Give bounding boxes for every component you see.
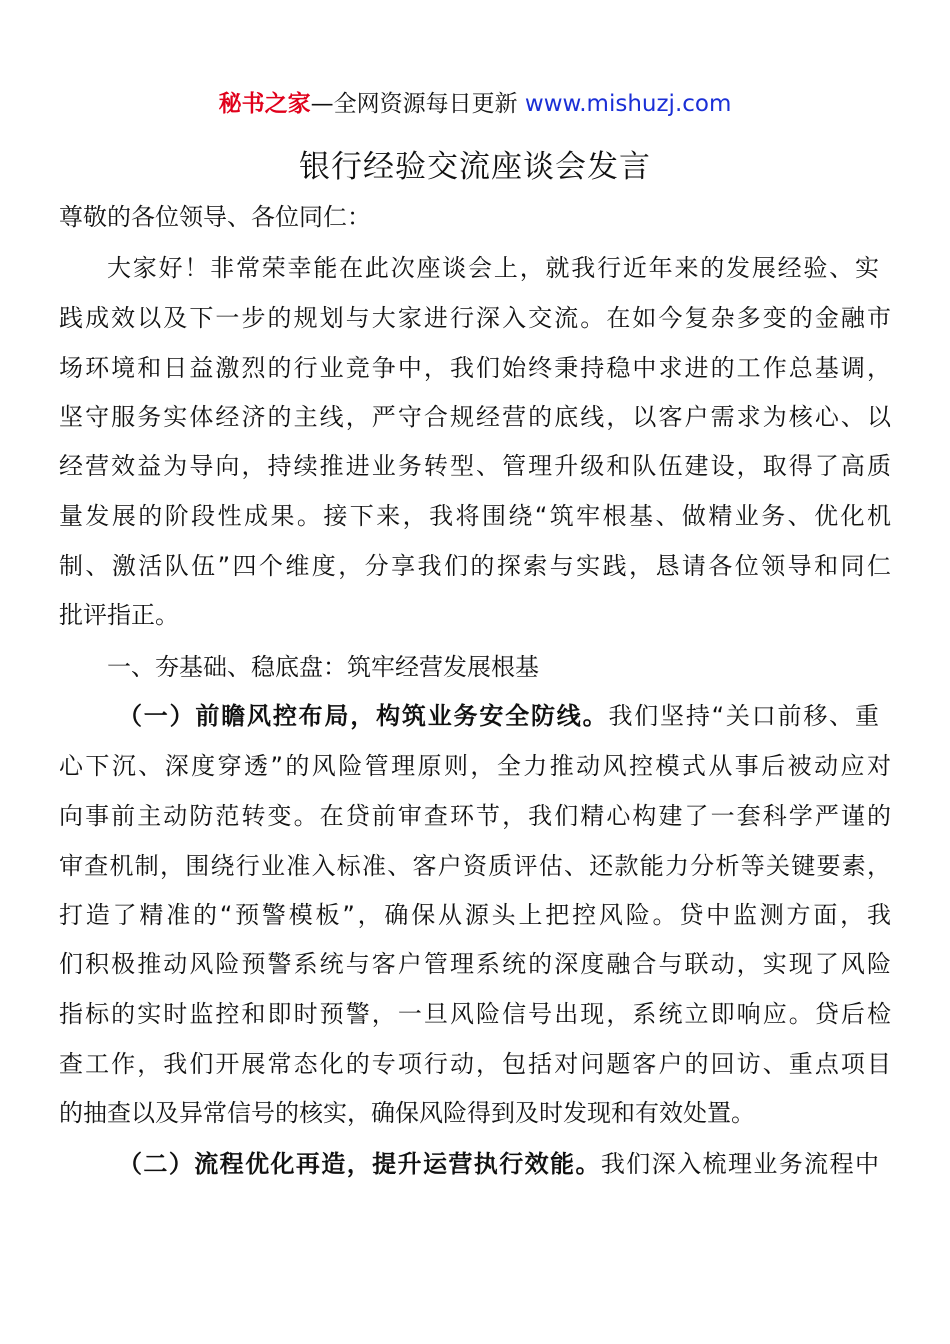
paragraph-line: 心下沉、深度穿透”的风险管理原则，全力推动风控模式从事后被动应对	[59, 752, 891, 780]
intro-line: 批评指正。	[59, 601, 179, 629]
intro-line: 制、激活队伍”四个维度，分享我们的探索与实践，恳请各位领导和同仁	[59, 552, 891, 580]
salutation: 尊敬的各位领导、各位同仁：	[59, 203, 371, 231]
section-heading: 一、夯基础、稳底盘：筑牢经营发展根基	[107, 653, 539, 681]
site-url-link[interactable]: www.mishuzj.com	[524, 91, 732, 117]
subsection-first-line	[118, 696, 879, 736]
subsection-text: 我们坚持“关口前移、重	[608, 702, 879, 730]
subsection-text: 我们深入梳理业务流程中	[600, 1150, 880, 1178]
intro-line: 坚守服务实体经济的主线，严守合规经营的底线，以客户需求为核心、以	[59, 403, 891, 431]
paragraph-line: 向事前主动防范转变。在贷前审查环节，我们精心构建了一套科学严谨的	[59, 802, 891, 830]
brand-name: 秘书之家	[218, 91, 311, 117]
paragraph-line: 审查机制，围绕行业准入标准、客户资质评估、还款能力分析等关键要素，	[59, 852, 891, 880]
subsection-title: （二）流程优化再造，提升运营执行效能。	[118, 1150, 601, 1178]
header-tagline: —全网资源每日更新	[310, 91, 518, 117]
site-header	[0, 86, 950, 122]
document-title: 银行经验交流座谈会发言	[299, 149, 651, 185]
paragraph-line: 打造了精准的“预警模板”，确保从源头上把控风险。贷中监测方面，我	[59, 901, 891, 929]
paragraph-line: 的抽查以及异常信号的核实，确保风险得到及时发现和有效处置。	[59, 1099, 755, 1127]
intro-line: 量发展的阶段性成果。接下来，我将围绕“筑牢根基、做精业务、优化机	[59, 502, 891, 530]
paragraph-line: 查工作，我们开展常态化的专项行动，包括对问题客户的回访、重点项目	[59, 1050, 891, 1078]
subsection-first-line	[118, 1144, 879, 1184]
intro-line: 践成效以及下一步的规划与大家进行深入交流。在如今复杂多变的金融市	[59, 304, 891, 332]
paragraph-line: 指标的实时监控和即时预警，一旦风险信号出现，系统立即响应。贷后检	[59, 1000, 891, 1028]
intro-line: 场环境和日益激烈的行业竞争中，我们始终秉持稳中求进的工作总基调，	[59, 354, 891, 382]
intro-line: 经营效益为导向，持续推进业务转型、管理升级和队伍建设，取得了高质	[59, 452, 891, 480]
intro-line: 大家好！非常荣幸能在此次座谈会上，就我行近年来的发展经验、实	[107, 254, 879, 282]
paragraph-line: 们积极推动风险预警系统与客户管理系统的深度融合与联动，实现了风险	[59, 950, 891, 978]
subsection-title: （一）前瞻风控布局，构筑业务安全防线。	[118, 702, 609, 730]
